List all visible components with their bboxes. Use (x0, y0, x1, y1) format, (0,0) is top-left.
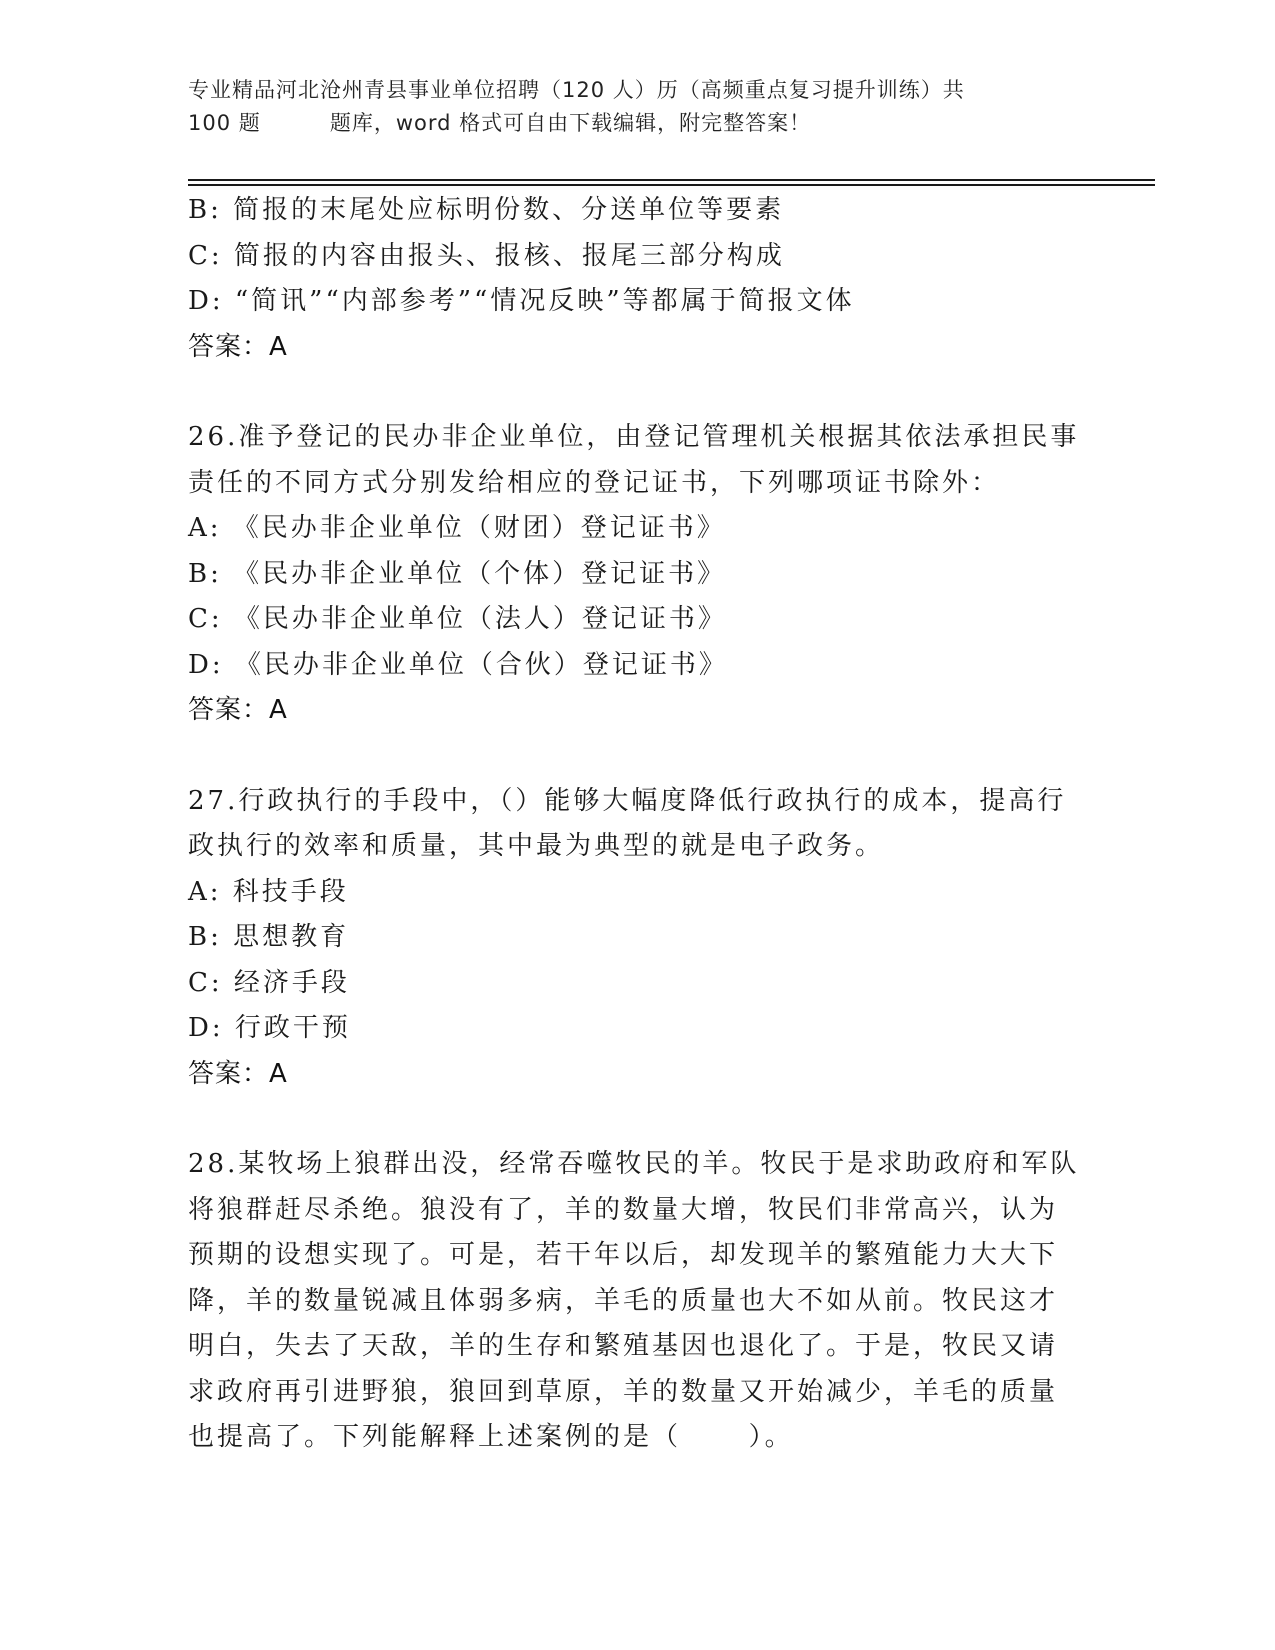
document-header (188, 74, 1088, 140)
answer-line: 答案：A (188, 331, 288, 362)
header-divider-top (188, 179, 1155, 181)
question-stem-line: 27.行政执行的手段中，（）能够大幅度降低行政执行的成本，提高行 (188, 785, 1067, 816)
question-stem-line: 责任的不同方式分别发给相应的登记证书，下列哪项证书除外： (188, 467, 1001, 498)
answer-line: 答案：A (188, 695, 288, 725)
option-d: D: 《民办非企业单位（合伙）登记证书》 (188, 649, 728, 680)
question-25-continuation (188, 188, 1088, 370)
header-divider-bottom (188, 184, 1155, 186)
question-28 (188, 1142, 1088, 1461)
question-stem-line: 26.准予登记的民办非企业单位，由登记管理机关根据其依法承担民事 (188, 422, 1080, 452)
question-stem-line: 明白，失去了天敌，羊的生存和繁殖基因也退化了。于是，牧民又请 (188, 1331, 1059, 1361)
option-c: C: 经济手段 (188, 967, 350, 998)
header-title-line-1: 专业精品河北沧州青县事业单位招聘（120 人）历（高频重点复习提升训练）共 (188, 78, 965, 102)
option-b: B: 简报的末尾处应标明份数、分送单位等要素 (188, 195, 785, 225)
question-stem-line: 政执行的效率和质量，其中最为典型的就是电子政务。 (188, 831, 885, 861)
question-stem-line: 将狼群赶尽杀绝。狼没有了，羊的数量大增，牧民们非常高兴，认为 (188, 1194, 1059, 1225)
document-body (188, 188, 1088, 1461)
header-title-line-2: 100 题 题库，word 格式可自由下载编辑，附完整答案！ (188, 111, 812, 135)
question-stem-line: 降，羊的数量锐减且体弱多病，羊毛的质量也大不如从前。牧民这才 (188, 1285, 1059, 1316)
option-b: B: 思想教育 (188, 922, 350, 952)
option-a: A: 《民办非企业单位（财团）登记证书》 (188, 513, 726, 543)
question-stem-line: 也提高了。下列能解释上述案例的是（ ）。 (188, 1422, 794, 1452)
question-stem-line: 求政府再引进野狼，狼回到草原，羊的数量又开始减少，羊毛的质量 (188, 1376, 1059, 1407)
option-c: C: 简报的内容由报头、报核、报尾三部分构成 (188, 240, 785, 271)
option-b: B: 《民办非企业单位（个体）登记证书》 (188, 558, 727, 589)
question-stem-line: 28.某牧场上狼群出没，经常吞噬牧民的羊。牧民于是求助政府和军队 (188, 1149, 1080, 1179)
question-27 (188, 779, 1088, 1098)
option-c: C: 《民办非企业单位（法人）登记证书》 (188, 604, 727, 634)
option-a: A: 科技手段 (188, 876, 349, 907)
question-stem-line: 预期的设想实现了。可是，若干年以后，却发现羊的繁殖能力大大下 (188, 1240, 1059, 1270)
option-d: D: 行政干预 (188, 1013, 351, 1043)
option-d: D: “简讯”“内部参考”“情况反映”等都属于简报文体 (188, 286, 855, 316)
question-26 (188, 415, 1088, 734)
answer-line: 答案：A (188, 1058, 288, 1089)
